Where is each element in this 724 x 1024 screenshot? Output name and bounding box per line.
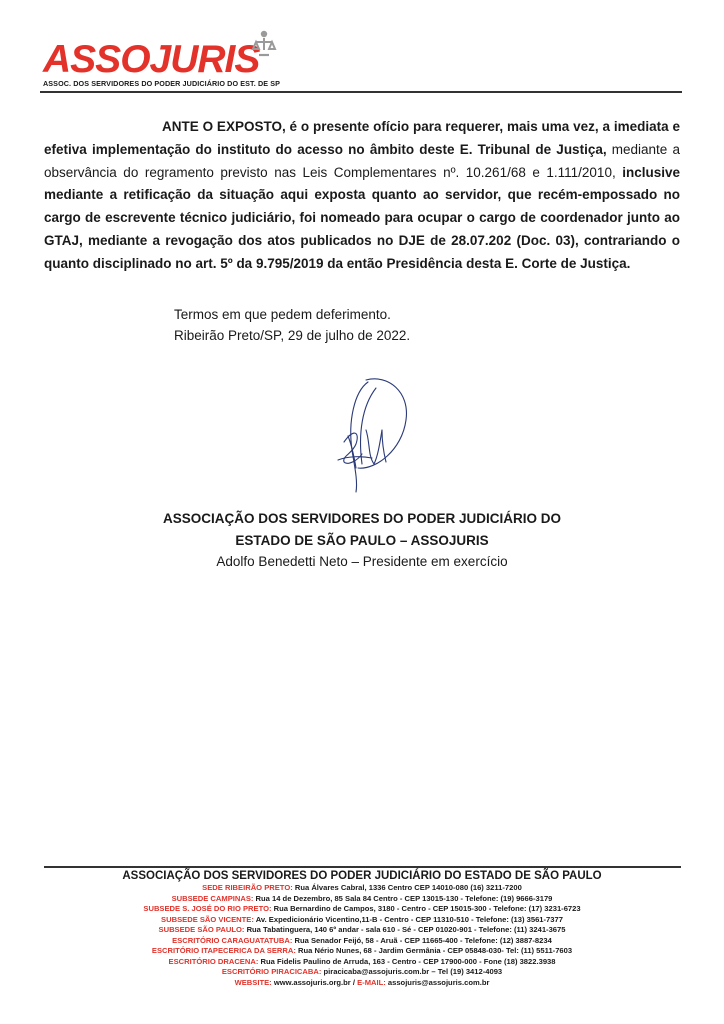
footer-office-text: Rua Bernardino de Campos, 3180 - Centro - CEP 15015-300 - Telefone: (17) 3231-6723: [271, 904, 581, 913]
footer-office-text: Rua Senador Feijó, 58 - Aruã - CEP 11665-400 - Telefone: (12) 3887-8234: [292, 935, 552, 945]
footer-address-line: [0, 967, 724, 978]
letterhead: [40, 36, 682, 86]
footer: [0, 869, 724, 988]
signatory-name: Adolfo Benedetti Neto – Presidente em exercício: [216, 554, 508, 569]
footer-office-text: Rua Tabatinguera, 140 6º andar - sala 610 - Sé - CEP 01020-901 - Telefone: (11) 3241-3675: [244, 925, 566, 934]
footer-office-label: ESCRITÓRIO PIRACICABA:: [221, 967, 322, 976]
footer-office-label: SUBSEDE SÃO PAULO:: [158, 925, 245, 934]
email-label: E-MAIL:: [357, 977, 386, 987]
footer-divider: [44, 866, 681, 868]
footer-address-line: [0, 894, 724, 905]
footer-office-label: ESCRITÓRIO CARAGUATATUBA:: [172, 935, 293, 945]
handwritten-signature: [318, 372, 418, 497]
footer-office-label: SUBSEDE SÃO VICENTE:: [161, 914, 254, 924]
footer-office-label: ESCRITÓRIO DRACENA:: [168, 956, 259, 966]
signatory-org-line-2: ESTADO DE SÃO PAULO – ASSOJURIS: [235, 532, 489, 548]
footer-office-text: Rua Álvares Cabral, 1336 Centro CEP 14010-080 (16) 3211-7200: [292, 883, 522, 892]
footer-address-line: [0, 936, 724, 947]
footer-office-text: Rua Fidelis Paulino de Arruda, 163 - Centro - CEP 17900-000 - Fone (18) 3822.3938: [258, 956, 556, 966]
closing-block: [174, 304, 410, 346]
signatory-block: [0, 508, 724, 573]
logo-wordmark: ASSOJURIS: [43, 38, 260, 81]
footer-office-label: SUBSEDE S. JOSÉ DO RIO PRETO:: [143, 904, 272, 913]
paragraph-bold-part-2: inclusive mediante a retificação da situação aqui exposta quanto ao servidor, que recém-empossado no cargo de escrevente técnico judiciário, foi nomeado para ocupar o cargo de coordenador junto ao GTAJ, mediante a revogação dos atos publicados no DJE de 28.07.202 (Doc. 03), contrariando o quanto disciplinado no art. 5º da 9.795/2019 da então Presidência desta E. Corte de Justiça.: [44, 164, 680, 271]
footer-office-label: SUBSEDE CAMPINAS:: [171, 893, 254, 903]
footer-office-text: Av. Expedicionário Vicentino,11-B - Centro - CEP 11310-510 - Telefone: (13) 3561-7377: [253, 914, 563, 924]
footer-title: ASSOCIAÇÃO DOS SERVIDORES DO PODER JUDICIÁRIO DO ESTADO DE SÃO PAULO: [122, 870, 602, 882]
footer-address-line: [0, 957, 724, 968]
footer-address-line: [0, 904, 724, 915]
footer-address-line: [0, 915, 724, 926]
footer-address-line: [0, 925, 724, 936]
footer-address-line: [0, 946, 724, 957]
place-and-date: Ribeirão Preto/SP, 29 de julho de 2022.: [174, 328, 411, 343]
footer-address-line: [0, 883, 724, 894]
footer-office-label: ESCRITÓRIO ITAPECERICA DA SERRA:: [151, 946, 296, 955]
signatory-org-line-1: ASSOCIAÇÃO DOS SERVIDORES DO PODER JUDICIÁRIO DO: [162, 511, 562, 526]
footer-office-text: Rua Nério Nunes, 68 - Jardim Germânia - CEP 05848-030- Tel: (11) 5511-7603: [295, 946, 573, 955]
scales-figure-icon: [245, 28, 281, 58]
logo-subtitle: ASSOC. DOS SERVIDORES DO PODER JUDICIÁRIO DO EST. DE SP: [43, 79, 281, 88]
assojuris-logo: [40, 36, 682, 86]
body-paragraph: [44, 116, 680, 276]
footer-office-text: Rua 14 de Dezembro, 85 Sala 84 Centro - CEP 13015-130 - Telefone: (19) 9666-3179: [253, 893, 553, 903]
website-label: WEBSITE:: [234, 977, 272, 987]
website-link[interactable]: www.assojuris.org.br /: [271, 977, 358, 987]
header-divider: [40, 91, 682, 93]
email-link[interactable]: assojuris@assojuris.com.br: [385, 977, 490, 987]
paragraph-bold-part-1: ANTE O EXPOSTO, é o presente ofício para requerer, mais uma vez, a imediata e efetiva implementação do instituto do acesso no âmbito deste E. Tribunal de Justiça,: [44, 119, 680, 157]
footer-contact-line: [0, 978, 724, 989]
footer-office-text: piracicaba@assojuris.com.br – Tel (19) 3412-4093: [321, 967, 503, 976]
closing-request: Termos em que pedem deferimento.: [174, 307, 391, 322]
paragraph-regular-part: mediante a observância do regramento previsto nas Leis Complementares nº. 10.261/68 e 1.111/2010,: [44, 141, 681, 180]
footer-office-label: SEDE RIBEIRÃO PRETO:: [202, 883, 293, 892]
